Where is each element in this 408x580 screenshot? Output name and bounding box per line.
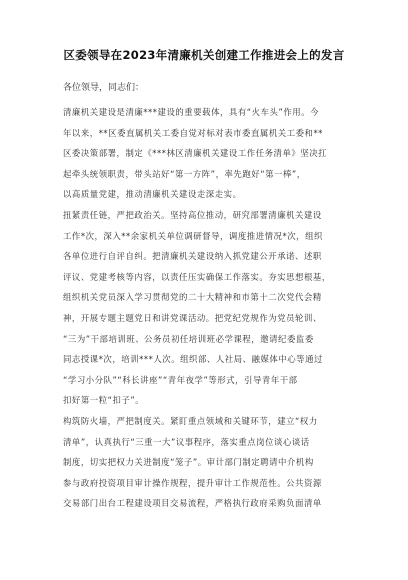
body-line: 清廉机关建设是清廉***建设的重要载体，具有“火车头”作用。今	[63, 107, 320, 117]
body-line: 参与政府投资项目审计操作规程，提升审计工作规范性。公共资源	[63, 477, 322, 488]
body-line: 各单位进行自评自纠。把清廉机关建设纳入抓党建公开承诺、述职	[63, 251, 322, 262]
body-line: “学习小分队”“科长讲座”“青年夜学”等形式，引导青年干部	[63, 374, 298, 385]
body-line: 年以来，**区委直属机关工委自觉对标对表市委直属机关工委和**	[63, 127, 323, 138]
body-line: 扣好第一粒“扣子”。	[63, 395, 145, 406]
body-line: 组织机关党员深入学习贯彻党的二十大精神和市第十二次党代会精	[63, 292, 322, 303]
body-line: 以高质量党建，推动清廉机关建设走深走实。	[63, 189, 242, 200]
body-line: 同志授课*次，培训***人次。组织部、人社局、融媒体中心等通过	[63, 354, 323, 365]
document-title: 区委领导在2023年清廉机关创建工作推进会上的发言	[63, 48, 345, 62]
body-line: 制度，切实把权力关进制度“笼子”。审计部门制定聘请中介机构	[63, 457, 314, 468]
body-line: 构筑防火墙，严把制度关。紧盯重点领域和关键环节，建立“权力	[63, 415, 318, 426]
body-line: 扭紧责任链，严把政治关。坚持高位推动，研究部署清廉机关建设	[63, 209, 322, 220]
document-body	[63, 102, 363, 514]
body-line: 交易部门出台工程建设项目交易流程，严格执行政府采购负面清单	[63, 498, 322, 509]
body-line: 工作*次，深入**余家机关单位调研督导，调度推进情况*次，组织	[63, 230, 323, 241]
body-line: 清单”，认真执行“三重一大”议事程序，落实重点岗位谈心谈话	[63, 436, 310, 447]
body-line: 神，开展专题主题党日和讲党课活动。把党纪党规作为党员轮训、	[63, 312, 322, 323]
body-line: 区委决策部署，制定《***林区清廉机关建设工作任务清单》坚决扛	[63, 148, 328, 159]
body-line: “三为”干部培训班、公务员初任培训班必学课程，邀请纪委监委	[63, 333, 314, 344]
body-line: 起牵头统领职责，带头站好“第一方阵”，率先跑好“第一棒”，	[63, 168, 306, 179]
greeting: 各位领导，同志们：	[63, 83, 145, 93]
body-line: 评议、党建考核等内容，以责任压实确保工作落实。夯实思想根基，	[63, 271, 331, 282]
